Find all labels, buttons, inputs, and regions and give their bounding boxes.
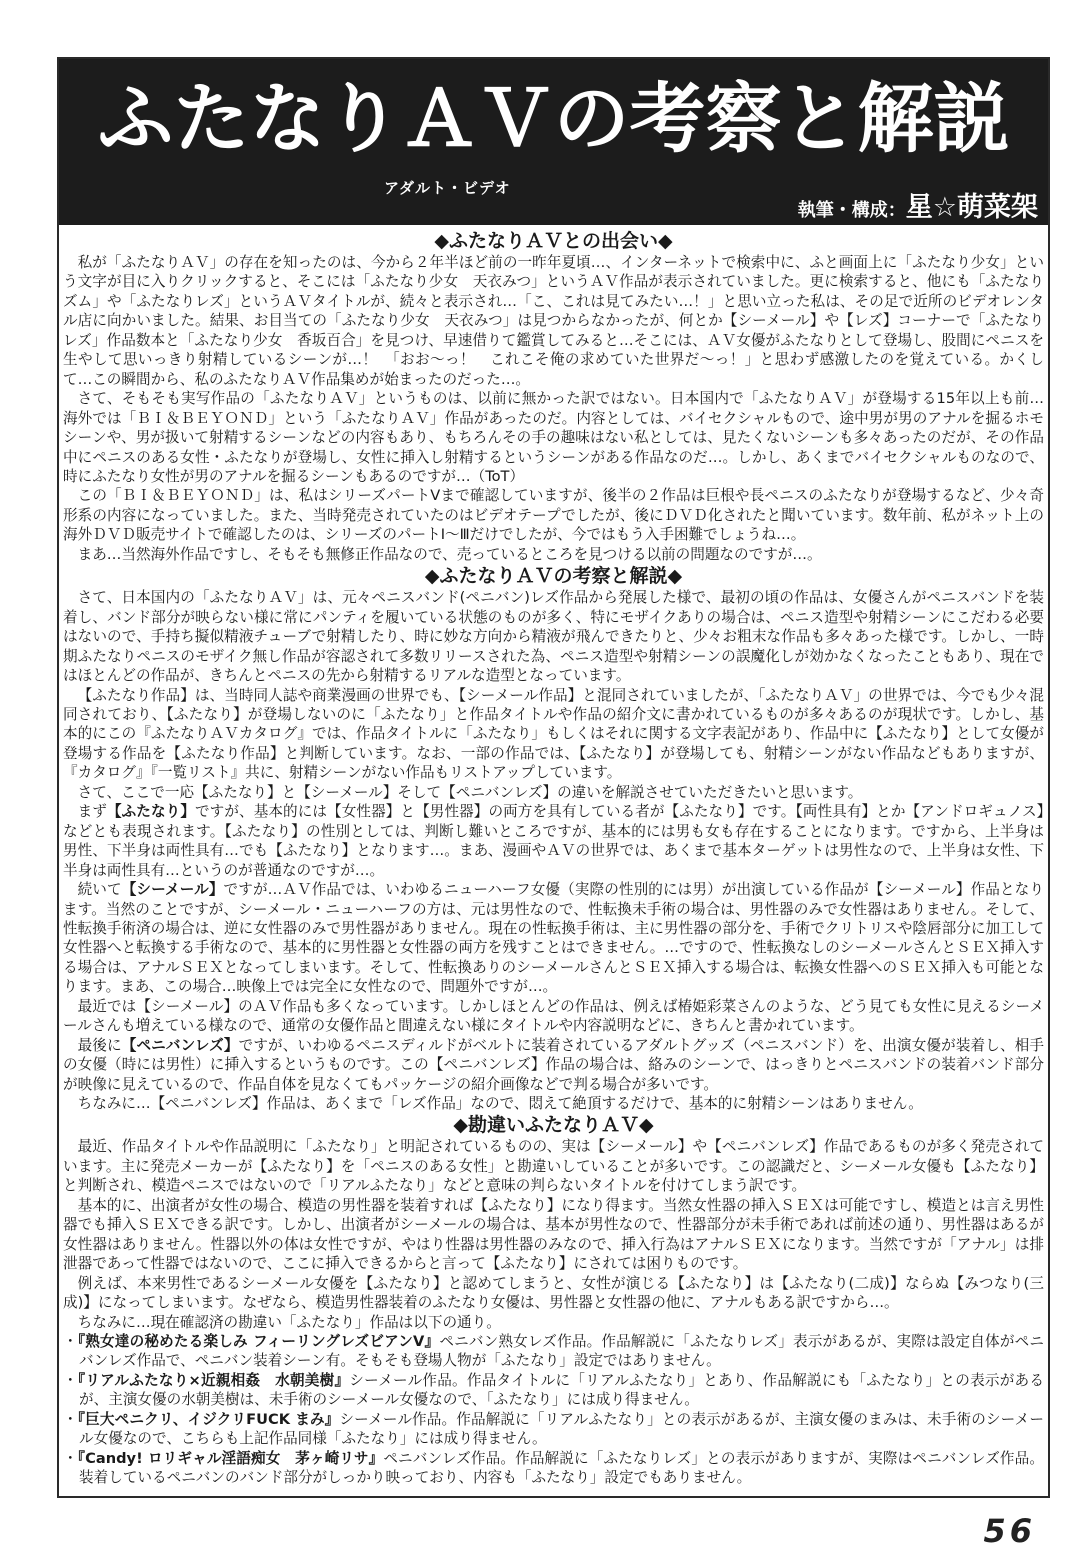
work-title: 『リアルふたなり×近親相姦 水朝美樹』 bbox=[77, 1371, 350, 1389]
paragraph bbox=[63, 588, 1044, 685]
paragraph-text: さて、ここで一応【ふたなり】と【シーメール】そして【ペニバンレズ】の違いを解説させていただきたいと思います。 bbox=[77, 783, 863, 801]
section-heading: ◆勘違いふたなりＡＶ◆ bbox=[453, 1114, 654, 1137]
title-ruby: アダルト・ビデオ bbox=[384, 179, 511, 197]
paragraph bbox=[63, 802, 1044, 880]
work-title: 『熟女達の秘めたる楽しみ フィーリングレズビアンⅤ』 bbox=[77, 1333, 440, 1351]
author-name: 星☆萌菜架 bbox=[905, 192, 1038, 223]
paragraph-text: まあ…当然海外作品ですし、そもそも無修正作品なので、売っているところを見つける以前の問題なのですが…。 bbox=[77, 545, 822, 563]
paragraph bbox=[63, 997, 1044, 1036]
paragraph-text: 最近では【シーメール】のＡＶ作品も多くなっています。しかしほとんどの作品は、例えば椿姫彩菜さんのような、どう見ても女性に見えるシーメールさんも増えている様なので、通常の女優作品と間違えない様にタイトルや内容説明などに、きちんと書かれています。 bbox=[63, 997, 1044, 1035]
article-title: ふたなりＡＶの考察と解説 bbox=[97, 74, 1010, 163]
paragraph bbox=[63, 253, 1044, 389]
byline bbox=[798, 185, 1038, 224]
bullet-icon: ・ bbox=[63, 1333, 78, 1351]
paragraph bbox=[63, 1274, 1044, 1313]
paragraph bbox=[63, 389, 1044, 486]
paragraph bbox=[63, 486, 1044, 544]
list-item bbox=[63, 1371, 1044, 1410]
paragraph bbox=[63, 1036, 1044, 1094]
paragraph-text: ですが、基本的には【女性器】と【男性器】の両方を具有している者が【ふたなり】です。【両性具有】とか【アンドロギュノス】などとも表現されます。【ふたなり】の性別としては、判断し難いところですが、基本的には男も女も存在することになります。ですから、上半身は男性、下半身は両性具有…でも【ふたなり】となります…。まあ、漫画やＡＶの世界では、あくまで基本ターゲットは男性なので、上半身は女性、下半身は両性具有…というのが普通なのですが…。 bbox=[63, 803, 1044, 879]
section-heading: ◆ふたなりＡＶの考察と解説◆ bbox=[424, 565, 683, 588]
paragraph-text: 続いて bbox=[77, 881, 122, 899]
bold-term: 【ペニバンレズ】 bbox=[121, 1036, 239, 1054]
bullet-icon: ・ bbox=[63, 1371, 78, 1389]
article-body bbox=[63, 229, 1044, 1488]
paragraph-text: 例えば、本来男性であるシーメール女優を【ふたなり】と認めてしまうと、女性が演じる【ふたなり】は【ふたなり(二成)】ならぬ【みつなり(三成)】になってしまいます。なぜなら、模造男性器装着のふたなり女優は、男性器と女性器の他に、アナルもある訳ですから…。 bbox=[63, 1274, 1044, 1312]
paragraph-text: まず bbox=[77, 803, 107, 821]
list-item bbox=[63, 1332, 1044, 1371]
paragraph-text: 最近、作品タイトルや作品説明に「ふたなり」と明記されているものの、実は【シーメール】や【ペニバンレズ】作品であるものが多く発売されています。主に発売メーカーが【ふたなり】を「ペニスのある女性」と勘違いしていることが多いです。この認識だと、シーメール女優も【ふたなり】と判断され、模造ペニスではないので「リアルふたなり」などと意味の判らないタイトルを付けてしまう訳です。 bbox=[63, 1138, 1044, 1195]
paragraph-text: ですが…ＡＶ作品では、いわゆるニューハーフ女優（実際の性別的には男）が出演している作品が【シーメール】作品となります。当然のことですが、シーメール・ニューハーフの方は、元は男性なので、性転換未手術の場合は、男性器のみで女性器はありません。そして、性転換手術済の場合は、逆に女性器のみで男性器がありません。現在の性転換手術は、主に男性器の部分を、手術でクリトリスや陰唇部分に加工して女性器へと転換する手術なので、基本的に男性器と女性器の両方を残すことはできません。…ですので、性転換なしのシーメールさんとＳＥＸ挿入する場合は、アナルＳＥＸとなってしまいます。そして、性転換ありのシーメールさんとＳＥＸ挿入する場合は、転換女性器へのＳＥＸ挿入も可能となります。まあ、この場合…映像上では完全に女性なので、問題外ですが…。 bbox=[63, 881, 1044, 996]
paragraph-text: ちなみに…現在確認済の勘違い「ふたなり」作品は以下の通り。 bbox=[77, 1313, 501, 1331]
paragraph bbox=[63, 783, 1044, 802]
paragraph bbox=[63, 1094, 1044, 1113]
article-frame bbox=[57, 57, 1050, 1498]
paragraph-text: ですが、いわゆるペニスディルドがベルトに装着されているアダルトグッズ（ペニスバンド）を、出演女優が装着し、相手の女優（時には男性）に挿入するというものです。この【ペニバンレズ】作品の場合は、絡みのシーンで、はっきりとペニスバンドの装着バンド部分が映像に見えているので、作品自体を見なくてもパッケージの紹介画像などで判る場合が多いです。 bbox=[63, 1036, 1044, 1093]
article-header bbox=[59, 59, 1048, 225]
bullet-icon: ・ bbox=[63, 1410, 78, 1428]
list-item bbox=[63, 1410, 1044, 1449]
page-number: 56 bbox=[983, 1512, 1036, 1550]
work-note: シーメール作品。作品タイトルに「リアルふたなり」とあり、作品解説にも「ふたなり」との表示があるが、主演女優の水朝美樹は、未手術のシーメール女優なので、「ふたなり」には成り得ません。 bbox=[79, 1371, 1044, 1409]
paragraph-text: この「ＢＩ＆ＢＥＹＯＮＤ」は、私はシリーズパートⅤまで確認していますが、後半の２作品は巨根や長ペニスのふたなりが登場するなど、少々奇形系の内容になっていました。また、当時発売されていたのはビデオテープでしたが、後にＤＶＤ化されたと聞いています。数年前、私がネット上の海外ＤＶＤ販売サイトで確認したのは、シリーズのパートⅠ〜Ⅲだけでしたが、今ではもう入手困難でしょうね…。 bbox=[63, 487, 1044, 544]
paragraph bbox=[63, 1196, 1044, 1274]
paragraph bbox=[63, 545, 1044, 564]
section-heading: ◆ふたなりＡＶとの出会い◆ bbox=[434, 230, 673, 252]
paragraph-text: 【ふたなり作品】は、当時同人誌や商業漫画の世界でも、【シーメール作品】と混同されていましたが、「ふたなりＡＶ」の世界では、今でも少々混同されており、【ふたなり】が登場しないのに「ふたなり」と作品タイトルや作品の紹介文に書かれているものが多々あるのが現状です。しかし、基本的にこの『ふたなりＡＶカタログ』では、作品タイトルに「ふたなり」もしくはそれに関する文字表記があり、作品中に【ふたなり】として女優が登場する作品を【ふたなり作品】と判断しています。なお、一部の作品では、【ふたなり】が登場しても、射精シーンがない作品などもありますが、『カタログ』『一覧リスト』共に、射精シーンがない作品もリストアップしています。 bbox=[63, 686, 1044, 782]
work-note: シーメール作品。作品解説に「リアルふたなり」との表示があるが、主演女優のまみは、未手術のシーメール女優なので、こちらも上記作品同様「ふたなり」には成り得ません。 bbox=[79, 1410, 1044, 1448]
list-item bbox=[63, 1449, 1044, 1488]
paragraph-text: さて、日本国内の「ふたなりＡＶ」は、元々ペニスバンド(ペニバン)レズ作品から発展した様で、最初の頃の作品は、女優さんがペニスバンドを装着し、バンド部分が映らない様に常にパンティを履いている状態のものが多く、特にモザイクありの場合は、ペニス造型や射精シーンにこだわる必要はないので、手持ち擬似精液チューブで射精したり、時に妙な方向から精液が飛んできたりと、少々お粗末な作品も多々あった様です。しかし、一時期ふたなりペニスのモザイク無し作品が容認されて多数リリースされた為、ペニス造型や射精シーンの誤魔化しが効かなくなったこともあり、現在ではほとんどの作品が、きちんとペニスの先から射精するリアルな造型となっています。 bbox=[63, 589, 1044, 685]
paragraph bbox=[63, 1137, 1044, 1195]
paragraph bbox=[63, 686, 1044, 783]
bold-term: 【シーメール】 bbox=[121, 881, 224, 899]
bullet-icon: ・ bbox=[63, 1449, 78, 1467]
paragraph-text: 私が「ふたなりＡＶ」の存在を知ったのは、今から２年半ほど前の一昨年夏頃…、インターネットで検索中に、ふと画面上に「ふたなり少女」という文字が目に入りクリックすると、そこには「ふたなり少女 天衣みつ」というＡＶ作品が表示されていました。更に検索すると、他にも「ふたなりズム」や「ふたなりレズ」というＡＶタイトルが、続々と表示され…「こ、これは見てみたい…！」と思い立った私は、その足で近所のビデオレンタル店に向かいました。結果、お目当ての「ふたなり少女 天衣みつ」は見つからなかったが、何とか【シーメール】や【レズ】コーナーで「ふたなりレズ」作品数本と「ふたなり少女 香坂百合」を見つけ、早速借りて鑑賞してみると…そこには、ＡＶ女優がふたなりとして登場し、股間にペニスを生やして思いっきり射精しているシーンが…！ 「おお〜っ！ これこそ俺の求めていた世界だ〜っ！」と思わず感激したのを覚えている。かくして…この瞬間から、私のふたなりＡＶ作品集めが始まったのだった…。 bbox=[63, 254, 1044, 388]
paragraph-text: 基本的に、出演者が女性の場合、模造の男性器を装着すれば【ふたなり】になり得ます。当然女性器の挿入ＳＥＸは可能ですし、模造とは言え男性器でも挿入ＳＥＸできる訳です。しかし、出演者がシーメールの場合は、基本が男性なので、性器部分が未手術であれば前述の通り、男性器はあるが女性器はありません。性器以外の体は女性ですが、やはり性器は男性器のみなので、挿入行為はアナルＳＥＸになります。当然ですが「アナル」は排泄器であって性器ではないので、ここに挿入できるからと言って【ふたなり】にされては困りものです。 bbox=[63, 1196, 1044, 1273]
work-note: ペニバンレズ作品。作品解説に「ふたなりレズ」との表示がありますが、実際はペニバンレズ作品。装着しているペニバンのバンド部分がしっかり映っており、内容も「ふたなり」設定でもありません。 bbox=[79, 1449, 1044, 1487]
paragraph-text: ちなみに…【ペニバンレズ】作品は、あくまで「レズ作品」なので、悶えて絶頂するだけで、基本的に射精シーンはありません。 bbox=[77, 1095, 923, 1113]
work-title: 『Candy! ロリギャル淫語痴女 茅ヶ崎リサ』 bbox=[77, 1449, 384, 1467]
work-note: ペニバン熟女レズ作品。作品解説に「ふたなりレズ」表示があるが、実際は設定自体がペニバンレズ作品で、ペニバン装着シーン有。そもそも登場人物が「ふたなり」設定ではありません。 bbox=[79, 1333, 1044, 1370]
paragraph bbox=[63, 1313, 1044, 1332]
paragraph-text: さて、そもそも実写作品の「ふたなりＡＶ」というものは、以前に無かった訳ではない。日本国内で「ふたなりＡＶ」が登場する15年以上も前…海外では「ＢＩ＆ＢＥＹＯＮＤ」という「ふたなりＡＶ」作品があったのだ。内容としては、バイセクシャルもので、途中男が男のアナルを掘るホモシーンや、男が扱いて射精するシーンなどの内容もあり、もちろんその手の趣味はない私としては、見たくないシーンも多々あったのだが、その作品中にペニスのある女性・ふたなりが登場し、女性に挿入し射精するというシーンがある作品なのだ…。しかし、あくまでバイセクシャルものなので、時にふたなり女性が男のアナルを掘るシーンもあるのですが…（ToT） bbox=[63, 390, 1044, 485]
work-title: 『巨大ペニクリ、イジクリFUCK まみ』 bbox=[77, 1410, 340, 1428]
byline-label: 執筆・構成： bbox=[797, 200, 906, 221]
bold-term: 【ふたなり】 bbox=[106, 803, 195, 821]
paragraph bbox=[63, 880, 1044, 997]
paragraph-text: 最後に bbox=[77, 1036, 122, 1054]
